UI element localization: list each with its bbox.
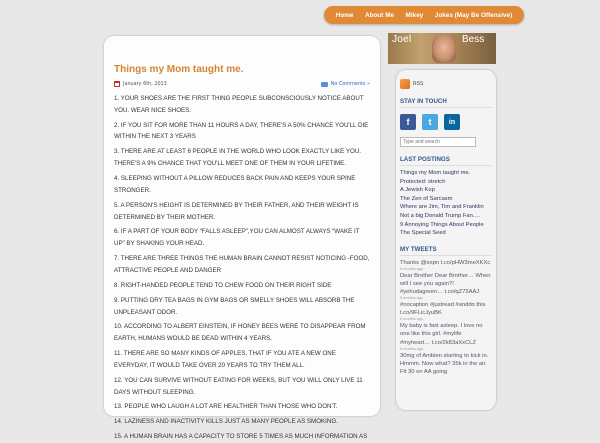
facebook-icon[interactable]: f [400, 114, 416, 130]
stay-in-touch-heading: STAY IN TOUCH [400, 98, 492, 108]
twitter-icon[interactable]: t [422, 114, 438, 130]
post-item: 4. SLEEPING WITHOUT A PILLOW REDUCES BACK PAIN AND KEEPS YOUR SPINE STRONGER. [114, 175, 356, 194]
post-item: 3. THERE ARE AT LEAST 6 PEOPLE IN THE WORLD WHO LOOK EXACTLY LIKE YOU. THERE'S A 9% CHANCE THAT YOU'LL MEET ONE OF THEM IN YOUR LIFETIME. [114, 148, 362, 168]
post-item: 5. A PERSON'S HEIGHT IS DETERMINED BY THEIR FATHER, AND THEIR WEIGHT IS DETERMINED BY THEIR MOTHER. [114, 201, 359, 221]
post-item: 1. YOUR SHOES ARE THE FIRST THING PEOPLE SUBCONSCIOUSLY NOTICE ABOUT YOU. WEAR NICE SHOES. [114, 95, 364, 114]
post-item: 9. PUTTING DRY TEA BAGS IN GYM BAGS OR SMELLY SHOES WILL ABSORB THE UNPLEASANT ODOR. [114, 296, 355, 316]
calendar-icon [114, 81, 120, 87]
nav-home[interactable]: Home [335, 11, 354, 19]
tweet-time: 5 months ago [400, 317, 424, 322]
top-nav [324, 6, 524, 24]
last-postings-list [400, 169, 492, 238]
social-links [400, 114, 492, 130]
post-item: 15. A HUMAN BRAIN HAS A CAPACITY TO STORE 5 TIMES AS MUCH INFORMATION AS [114, 433, 368, 441]
post-card [104, 36, 380, 441]
tweet-text[interactable]: 30mg of Ambien starting to kick in. Hmmm. Now what? 35k in the air. Flt 30 on AA going [400, 352, 489, 375]
search-input[interactable] [400, 137, 476, 147]
tweet [400, 259, 492, 272]
tweet-text[interactable]: Thanks @espn t.co/pHW3meXKXc [400, 259, 491, 266]
posting-link[interactable]: Where are Jim, Tim and Franklin [400, 204, 484, 211]
post-date-text: January 6th, 2013 [123, 81, 167, 87]
posting-link[interactable]: The Zen of Sarcasm [400, 195, 453, 202]
rss-label[interactable]: RSS [413, 81, 424, 87]
tweet-time: 5 months ago [400, 296, 424, 301]
posting-link[interactable]: The Special Seed [400, 230, 446, 237]
post-item: 13. PEOPLE WHO LAUGH A LOT ARE HEALTHIER THAN THOSE WHO DON'T. [114, 403, 338, 411]
tweet-text[interactable]: Dear Brother Dear Brother… When will I see you again?! #yehudagreen… t.co/qZ72AAJ [400, 272, 491, 296]
post-body [114, 93, 370, 443]
post-item: 12. YOU CAN SURVIVE WITHOUT EATING FOR WEEKS, BUT YOU WILL ONLY LIVE 11 DAYS WITHOUT SLEEPING. [114, 376, 363, 396]
posting-link[interactable]: Things my Mom taught me. [400, 170, 471, 176]
rss-icon [400, 79, 410, 89]
rss-link[interactable] [400, 78, 492, 90]
posting-link[interactable]: Not a big Donald Trump Fan…. [400, 212, 481, 219]
tweet-time: 5 months ago [400, 346, 424, 351]
post-title[interactable]: Things my Mom taught me. [114, 64, 244, 75]
tweet [400, 352, 492, 376]
post-date [114, 81, 167, 87]
last-postings-heading: LAST POSTINGS [400, 156, 492, 166]
comments-text[interactable]: No Comments » [330, 81, 370, 87]
tweet-time: 5 months ago [400, 266, 424, 271]
comments-link[interactable] [321, 81, 370, 87]
post-meta [114, 79, 370, 89]
tweet-text[interactable]: #nocaption #justread #anddo this t.co/9FLicJyuBK [400, 302, 486, 317]
post-item: 7. THERE ARE THREE THINGS THE HUMAN BRAIN CANNOT RESIST NOTICING -FOOD, ATTRACTIVE PEOPLE AND DANGER [114, 255, 370, 274]
posting-link[interactable]: 9 Annoying Things About People [400, 221, 484, 228]
post-item: 2. IF YOU SIT FOR MORE THAN 11 HOURS A DAY, THERE'S A 50% CHANCE YOU'LL DIE WITHIN THE NEXT 3 YEARS [114, 121, 369, 141]
tweets-list [400, 259, 492, 376]
nav-jokes[interactable]: Jokes (May Be Offensive) [434, 11, 513, 19]
baby-photo [432, 35, 456, 63]
header-name-joel: Joel [392, 34, 412, 45]
nav-mikey[interactable]: Mikey [405, 11, 424, 19]
linkedin-icon[interactable]: in [444, 114, 460, 130]
header-banner[interactable] [388, 33, 496, 64]
header-name-bess: Bess [462, 34, 485, 45]
comment-icon [321, 82, 328, 87]
tweet [400, 322, 492, 351]
posting-link[interactable]: A Jewish Kop [400, 187, 435, 194]
posting-link[interactable]: Protected: stretch [400, 178, 446, 185]
tweet-text[interactable]: My baby is fast asleep. I love no one like this girl. #mylife #myheart… t.co/2k83aXxCLZ [400, 323, 483, 346]
post-item: 6. IF A PART OF YOUR BODY “FALLS ASLEEP”,YOU CAN ALMOST ALWAYS “WAKE IT UP” BY SHAKING YOUR HEAD. [114, 228, 360, 248]
post-item: 10. ACCORDING TO ALBERT EINSTEIN, IF HONEY BEES WERE TO DISAPPEAR FROM EARTH, HUMANS WOULD BE DEAD WITHIN 4 YEARS. [114, 323, 366, 343]
nav-about-me[interactable]: About Me [364, 11, 395, 19]
post-item: 11. THERE ARE SO MANY KINDS OF APPLES, THAT IF YOU ATE A NEW ONE EVERYDAY, IT WOULD TAKE OVER 20 YEARS TO TRY THEM ALL. [114, 350, 336, 369]
tweet [400, 272, 492, 301]
post-item: 14. LAZINESS AND INACTIVITY KILLS JUST AS MANY PEOPLE AS SMOKING. [114, 418, 338, 426]
my-tweets-heading: MY TWEETS [400, 246, 492, 256]
post-item: 8. RIGHT-HANDED PEOPLE TEND TO CHEW FOOD ON THEIR RIGHT SIDE [114, 281, 332, 289]
tweet [400, 301, 492, 322]
sidebar [396, 70, 496, 410]
